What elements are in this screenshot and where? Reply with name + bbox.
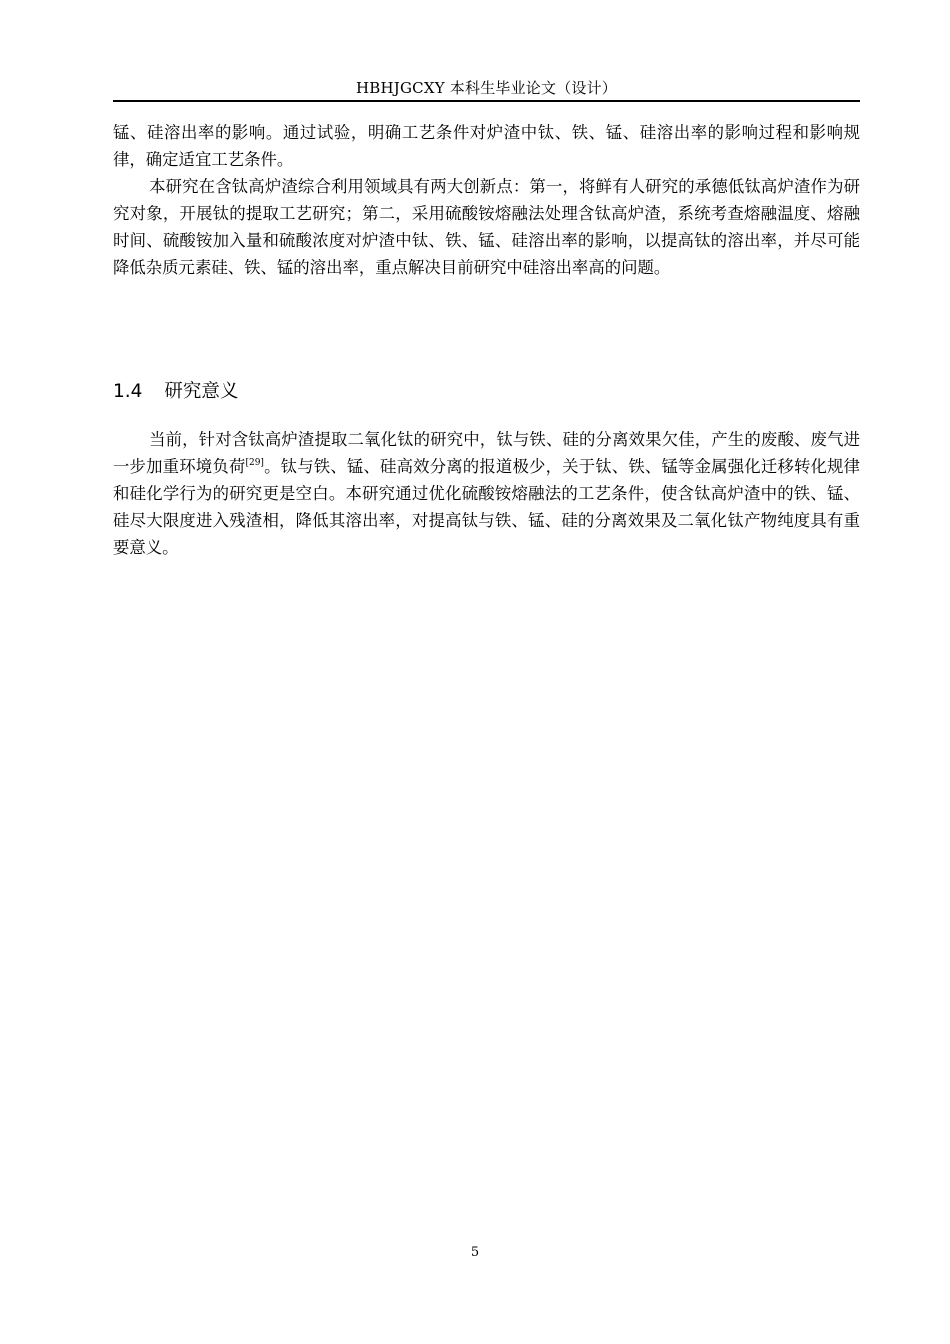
significance-text-part-1: 当前，针对含钛高炉渣提取二氧化钛的研究中，钛与铁、硅的分离效果欠佳，产生的废酸、废气进一步加重环境负荷 (113, 430, 860, 476)
body-block-2 (113, 426, 860, 561)
section-number: 1.4 (113, 381, 143, 402)
significance-text-part-2: 。钛与铁、锰、硅高效分离的报道极少，关于钛、铁、锰等金属强化迁移转化规律和硅化学行为的研究更是空白。本研究通过优化硫酸铵熔融法的工艺条件，使含钛高炉渣中的铁、锰、硅尽大限度进入残渣相，降低其溶出率，对提高钛与铁、锰、硅的分离效果及二氧化钛产物纯度具有重要意义。 (113, 457, 861, 557)
paragraph-significance (113, 426, 860, 561)
page-number: 5 (470, 1245, 480, 1260)
section-title: 研究意义 (164, 381, 239, 402)
body-block-1 (113, 119, 860, 281)
paragraph-continued: 锰、硅溶出率的影响。通过试验，明确工艺条件对炉渣中钛、铁、锰、硅溶出率的影响过程和影响规律，确定适宜工艺条件。 (113, 123, 860, 169)
section-heading (113, 378, 238, 406)
paragraph-innovation: 本研究在含钛高炉渣综合利用领域具有两大创新点：第一，将鲜有人研究的承德低钛高炉渣作为研究对象，开展钛的提取工艺研究；第二，采用硫酸铵熔融法处理含钛高炉渣，系统考查熔融温度、熔融时间、硫酸铵加入量和硫酸浓度对炉渣中钛、铁、锰、硅溶出率的影响，以提高钛的溶出率，并尽可能降低杂质元素硅、铁、锰的溶出率，重点解决目前研究中硅溶出率高的问题。 (113, 177, 860, 277)
page-header-title: HBHJGCXY 本科生毕业论文（设计） (355, 79, 617, 97)
header-divider (113, 100, 860, 102)
citation-reference: [29] (245, 457, 264, 468)
